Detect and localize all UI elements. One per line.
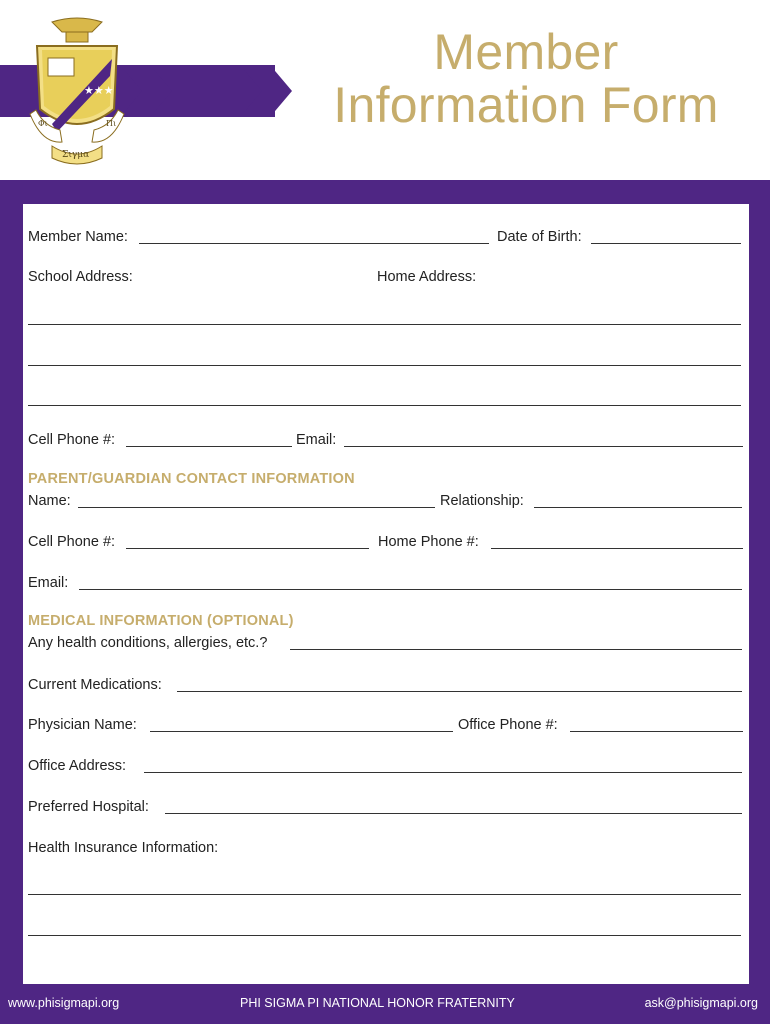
- home-phone-field[interactable]: [491, 548, 743, 549]
- parent-email-label: Email:: [28, 575, 69, 591]
- medications-label: Current Medications:: [28, 677, 162, 693]
- relationship-field[interactable]: [534, 507, 742, 508]
- dob-row: [497, 228, 582, 246]
- email-field[interactable]: [344, 446, 743, 447]
- cell-phone-field[interactable]: [126, 446, 292, 447]
- office-address-label: Office Address:: [28, 758, 127, 774]
- office-phone-field[interactable]: [570, 731, 743, 732]
- svg-text:Σιγμα: Σιγμα: [62, 150, 90, 160]
- parent-cell-label: Cell Phone #:: [28, 534, 116, 550]
- svg-text:Πι: Πι: [106, 119, 117, 128]
- health-conditions-label: Any health conditions, allergies, etc.?: [28, 635, 268, 651]
- email-label: Email:: [296, 432, 337, 448]
- header: [0, 0, 770, 180]
- home-phone-label: Home Phone #:: [378, 534, 479, 550]
- relationship-row: [440, 492, 524, 510]
- address-line-3[interactable]: [28, 405, 741, 406]
- physician-label: Physician Name:: [28, 717, 137, 733]
- health-conditions-field[interactable]: [290, 649, 742, 650]
- parent-cell-field[interactable]: [126, 548, 369, 549]
- title-line-2: Information Form: [333, 77, 719, 133]
- title-line-1: Member: [433, 24, 619, 80]
- physician-field[interactable]: [150, 731, 453, 732]
- hospital-label: Preferred Hospital:: [28, 799, 149, 815]
- cell-phone-label: Cell Phone #:: [28, 432, 116, 448]
- insurance-line-1[interactable]: [28, 894, 741, 895]
- home-phone-row: [378, 533, 479, 551]
- member-name-field[interactable]: [139, 243, 489, 244]
- home-address-label: Home Address:: [377, 269, 477, 285]
- office-phone-label: Office Phone #:: [458, 717, 558, 733]
- insurance-line-2[interactable]: [28, 935, 741, 936]
- chevron-arrows: [120, 65, 305, 117]
- address-line-1[interactable]: [28, 324, 741, 325]
- member-name-label: Member Name:: [28, 229, 128, 245]
- office-phone-row: [458, 716, 558, 734]
- page-title: [296, 26, 756, 132]
- footer-org-name: PHI SIGMA PI NATIONAL HONOR FRATERNITY: [240, 996, 515, 1010]
- svg-text:★★★: ★★★: [84, 84, 114, 97]
- school-address-label: School Address:: [28, 269, 133, 285]
- dob-label: Date of Birth:: [497, 229, 582, 245]
- parent-email-field[interactable]: [79, 589, 742, 590]
- parent-section-title: PARENT/GUARDIAN CONTACT INFORMATION: [28, 471, 355, 487]
- parent-name-label: Name:: [28, 493, 71, 509]
- medications-field[interactable]: [177, 691, 742, 692]
- hospital-field[interactable]: [165, 813, 742, 814]
- insurance-row: [28, 839, 742, 857]
- svg-text:Φι: Φι: [38, 119, 48, 128]
- relationship-label: Relationship:: [440, 493, 524, 509]
- office-address-field[interactable]: [144, 772, 742, 773]
- dob-field[interactable]: [591, 243, 741, 244]
- footer-email[interactable]: ask@phisigmapi.org: [644, 996, 758, 1010]
- form-paper: [23, 204, 749, 984]
- home-address-row: [377, 268, 476, 286]
- footer-website[interactable]: www.phisigmapi.org: [8, 996, 120, 1010]
- insurance-label: Health Insurance Information:: [28, 840, 219, 856]
- medical-section-title: MEDICAL INFORMATION (OPTIONAL): [28, 613, 294, 629]
- parent-name-field[interactable]: [78, 507, 435, 508]
- fraternity-crest-logo: [22, 14, 132, 170]
- address-line-2[interactable]: [28, 365, 741, 366]
- email-row: [296, 431, 336, 449]
